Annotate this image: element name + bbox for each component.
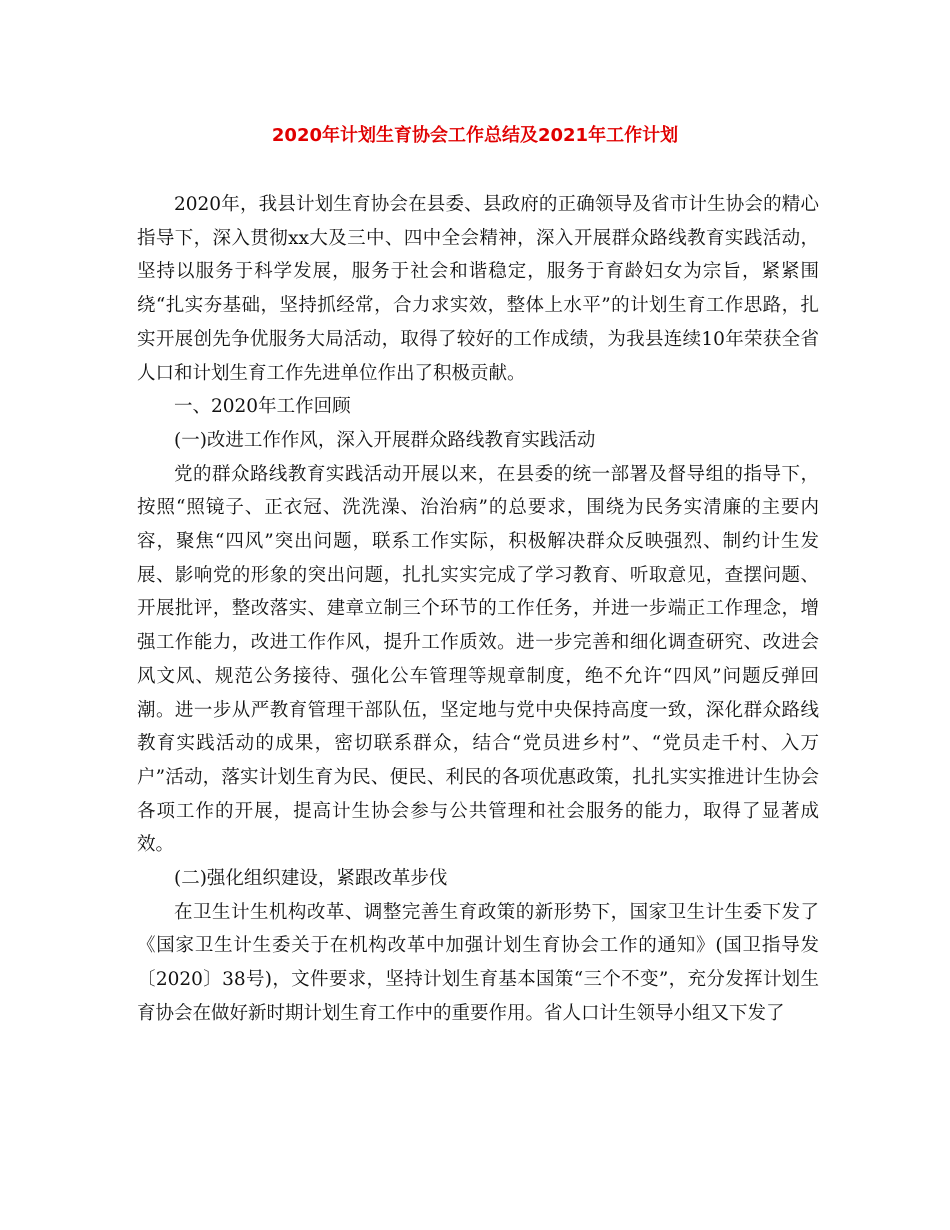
document-body bbox=[137, 188, 819, 1031]
body-paragraph: 党的群众路线教育实践活动开展以来，在县委的统一部署及督导组的指导下，按照“照镜子、正衣冠、洗洗澡、治治病”的总要求，围绕为民务实清廉的主要内容，聚焦“四风”突出问题，联系工作实际，积极解决群众反映强烈、制约计生发展、影响党的形象的突出问题，扎扎实实完成了学习教育、听取意见，查摆问题、开展批评，整改落实、建章立制三个环节的工作任务，并进一步端正工作理念，增强工作能力，改进工作作风，提升工作质效。进一步完善和细化调查研究、改进会风文风、规范公务接待、强化公车管理等规章制度，绝不允许“四风”问题反弹回潮。进一步从严教育管理干部队伍，坚定地与党中央保持高度一致，深化群众路线教育实践活动的成果，密切联系群众，结合“党员进乡村”、“党员走千村、入万户”活动，落实计划生育为民、便民、利民的各项优惠政策，扎扎实实推进计生协会各项工作的开展，提高计生协会参与公共管理和社会服务的能力，取得了显著成效。 bbox=[137, 463, 819, 856]
subsection-heading-1: (一)改进工作作风，深入开展群众路线教育实践活动 bbox=[174, 429, 596, 451]
body-paragraph: 在卫生计生机构改革、调整完善生育政策的新形势下，国家卫生计生委下发了《国家卫生计生委关于在机构改革中加强计划生育协会工作的通知》(国卫指导发〔2020〕38号)，文件要求，坚持计划生育基本国策“三个不变”，充分发挥计划生育协会在做好新时期计划生育工作中的重要作用。省人口计生领导小组又下发了 bbox=[137, 901, 819, 1024]
intro-paragraph: 2020年，我县计划生育协会在县委、县政府的正确领导及省市计生协会的精心指导下，深入贯彻xx大及三中、四中全会精神，深入开展群众路线教育实践活动，坚持以服务于科学发展，服务于社会和谐稳定，服务于育龄妇女为宗旨，紧紧围绕“扎实夯基础，坚持抓经常，合力求实效，整体上水平”的计划生育工作思路，扎实开展创先争优服务大局活动，取得了较好的工作成绩，为我县连续10年荣获全省人口和计划生育工作先进单位作出了积极贡献。 bbox=[137, 194, 819, 384]
document-title: 2020年计划生育协会工作总结及2021年工作计划 bbox=[271, 125, 679, 146]
subsection-heading-2: (二)强化组织建设，紧跟改革步伐 bbox=[174, 868, 448, 890]
section-heading-review: 一、2020年工作回顾 bbox=[174, 396, 351, 418]
